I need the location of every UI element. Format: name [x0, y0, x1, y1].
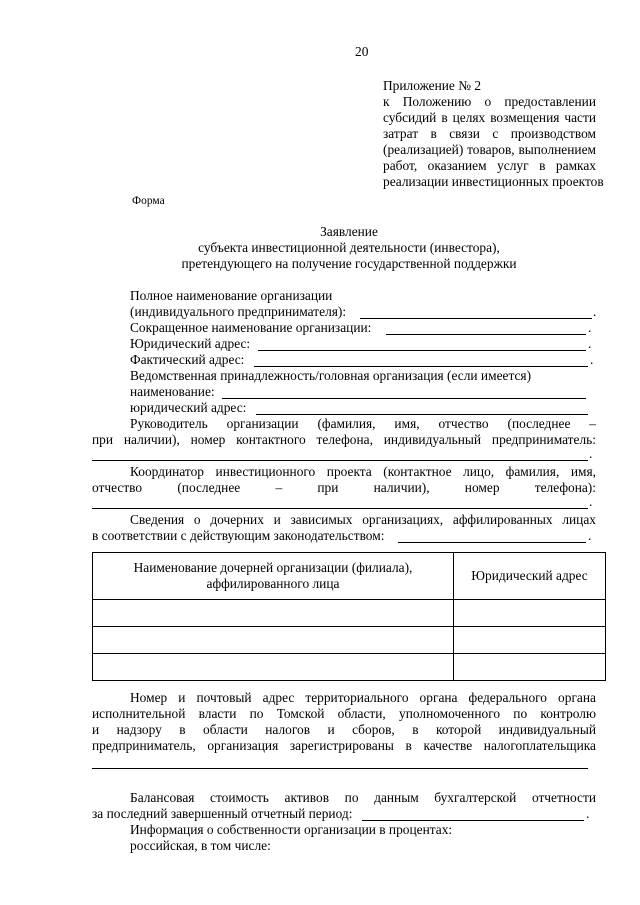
parent-org-label: Ведомственная принадлежность/головная организация (если имеется) [130, 368, 532, 383]
appendix-line: реализации инвестиционных проектов [383, 174, 604, 189]
parent-name-field[interactable] [222, 398, 586, 399]
legal-address-label: Юридический адрес: [130, 336, 251, 351]
ownership-label: Информация о собственности организации в процентах: [130, 822, 453, 837]
full-name-label-cont: (индивидуального предпринимателя): [130, 304, 347, 319]
table-cell[interactable] [454, 627, 606, 654]
tax-authority-label-cont: исполнительной власти по Томской области, уполномоченного по контролю [92, 706, 596, 721]
subsidiaries-field[interactable] [398, 542, 586, 543]
appendix-line: субсидий в целях возмещения части [383, 110, 596, 125]
punct-dot: . [588, 336, 592, 351]
balance-label-cont: за последний завершенный отчетный период: [92, 806, 353, 821]
punct-dot: . [589, 494, 593, 509]
appendix-title: Приложение № 2 [383, 78, 482, 93]
page-number: 20 [355, 44, 369, 59]
appendix-line: затрат в связи с производством [383, 126, 596, 141]
table-cell[interactable] [93, 627, 454, 654]
table-header-name-line: аффилированного лица [206, 576, 340, 591]
coordinator-field[interactable] [92, 508, 588, 509]
table-cell[interactable] [454, 600, 606, 627]
full-name-field[interactable] [360, 318, 592, 319]
actual-address-label: Фактический адрес: [130, 352, 245, 367]
table-cell[interactable] [93, 654, 454, 681]
tax-authority-field[interactable] [92, 768, 588, 769]
full-name-label: Полное наименование организации [130, 288, 333, 303]
short-name-field[interactable] [386, 334, 586, 335]
punct-dot: . [586, 806, 590, 821]
punct-dot: . [588, 320, 592, 335]
subsidiaries-table [92, 552, 606, 681]
coordinator-label: Координатор инвестиционного проекта (контактное лицо, фамилия, имя, [130, 464, 596, 479]
heading-title: Заявление [320, 224, 378, 239]
table-row [93, 600, 606, 627]
short-name-label: Сокращенное наименование организации: [130, 320, 372, 335]
table-cell[interactable] [454, 654, 606, 681]
head-label-cont: при наличии), номер контактного телефона, индивидуальный предприниматель: [92, 432, 596, 447]
coordinator-label-cont: отчество (последнее – при наличии), номер телефона): [92, 480, 596, 495]
table-cell[interactable] [93, 600, 454, 627]
legal-address-field[interactable] [258, 350, 586, 351]
balance-label: Балансовая стоимость активов по данным бухгалтерской отчетности [130, 790, 596, 805]
table-row [93, 654, 606, 681]
head-label: Руководитель организации (фамилия, имя, отчество (последнее – [130, 416, 596, 431]
parent-address-field[interactable] [256, 414, 588, 415]
table-row [93, 627, 606, 654]
appendix-line: к Положению о предоставлении [383, 94, 596, 109]
balance-field[interactable] [362, 820, 584, 821]
parent-name-label: наименование: [130, 384, 215, 399]
table-header-name-line: Наименование дочерней организации (филиала), [133, 560, 413, 575]
tax-authority-label-cont: предприниматель, организация зарегистрированы в качестве налогоплательщика [92, 738, 596, 753]
punct-dot: . [589, 446, 593, 461]
table-header-name [93, 553, 454, 600]
heading-line: субъекта инвестиционной деятельности (инвестора), [198, 240, 500, 255]
ownership-russian-label: российская, в том числе: [130, 838, 271, 853]
actual-address-field[interactable] [254, 366, 588, 367]
appendix-line: (реализацией) товаров, выполнением [383, 142, 596, 157]
heading-line: претендующего на получение государственной поддержки [181, 256, 517, 271]
subsidiaries-label: Сведения о дочерних и зависимых организациях, аффилированных лицах [130, 512, 596, 527]
subsidiaries-label-cont: в соответствии с действующим законодательством: [92, 528, 385, 543]
head-field[interactable] [92, 460, 588, 461]
punct-dot: . [588, 528, 592, 543]
form-label: Форма [132, 195, 165, 207]
tax-authority-label-cont: и надзору в области налогов и сборов, в которой индивидуальный [92, 722, 596, 737]
parent-address-label: юридический адрес: [130, 400, 247, 415]
tax-authority-label: Номер и почтовый адрес территориального органа федерального органа [130, 690, 596, 705]
punct-dot: . [593, 304, 597, 319]
punct-dot: . [590, 352, 594, 367]
table-header-address: Юридический адрес [454, 553, 606, 600]
appendix-line: работ, оказанием услуг в рамках [383, 158, 596, 173]
